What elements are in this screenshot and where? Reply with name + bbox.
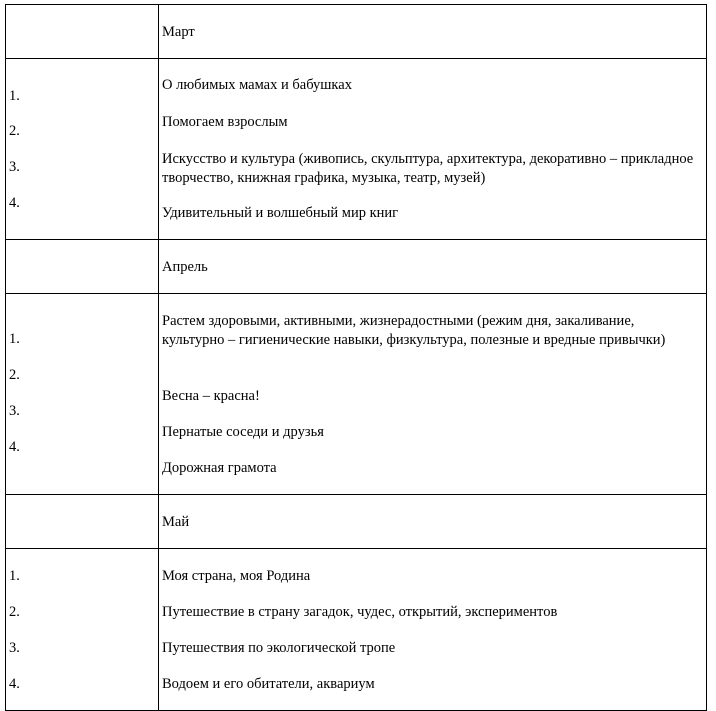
topic-number: 4. <box>9 195 20 211</box>
topic-number: 2. <box>9 367 20 383</box>
topic-text: Водоем и его обитатели, аквариум <box>162 676 375 692</box>
topic-text: О любимых мамах и бабушках <box>162 77 352 93</box>
numbers-cell <box>6 59 159 240</box>
month-row <box>6 495 707 549</box>
month-label: Март <box>162 24 195 40</box>
topic-text: Пернатые соседи и друзья <box>162 424 324 440</box>
topic-number: 3. <box>9 640 20 656</box>
topic-number: 4. <box>9 676 20 692</box>
topic-number: 1. <box>9 88 20 104</box>
topic-text: Моя страна, моя Родина <box>162 568 311 584</box>
topic-number: 2. <box>9 604 20 620</box>
month-label: Апрель <box>162 259 208 275</box>
topic-number: 3. <box>9 159 20 175</box>
topic-number: 1. <box>9 331 20 347</box>
topic-text: Помогаем взрослым <box>162 114 288 130</box>
topic-text: Дорожная грамота <box>162 460 277 476</box>
month-cell <box>159 240 707 294</box>
topic-number: 4. <box>9 439 20 455</box>
topic-text: Весна – красна! <box>162 388 260 404</box>
topic-text: Путешествие в страну загадок, чудес, открытий, экспериментов <box>162 604 558 620</box>
month-number-cell <box>6 240 159 294</box>
month-label: Май <box>162 514 190 530</box>
numbers-cell <box>6 549 159 711</box>
topic-text: Путешествия по экологической тропе <box>162 640 396 656</box>
month-cell <box>159 495 707 549</box>
month-cell <box>159 5 707 59</box>
topics-row <box>6 59 707 240</box>
topics-cell <box>159 59 707 240</box>
topics-row <box>6 294 707 495</box>
topics-cell <box>159 294 707 495</box>
topic-text: Удивительный и волшебный мир книг <box>162 205 399 221</box>
month-number-cell <box>6 495 159 549</box>
numbers-cell <box>6 294 159 495</box>
topic-text: Растем здоровыми, активными, жизнерадостными (режим дня, закаливание, культурно – гигиенические навыки, физкультура, полезные и вредные привычки) <box>162 313 666 348</box>
month-number-cell <box>6 5 159 59</box>
topic-number: 2. <box>9 123 20 139</box>
topic-number: 3. <box>9 403 20 419</box>
topic-number: 1. <box>9 568 20 584</box>
topics-cell <box>159 549 707 711</box>
topic-text: Искусство и культура (живопись, скульптура, архитектура, декоративно – прикладное творчество, книжная графика, музыка, театр, музей) <box>162 151 694 186</box>
month-row <box>6 5 707 59</box>
plan-table <box>5 4 707 711</box>
topics-row <box>6 549 707 711</box>
month-row <box>6 240 707 294</box>
